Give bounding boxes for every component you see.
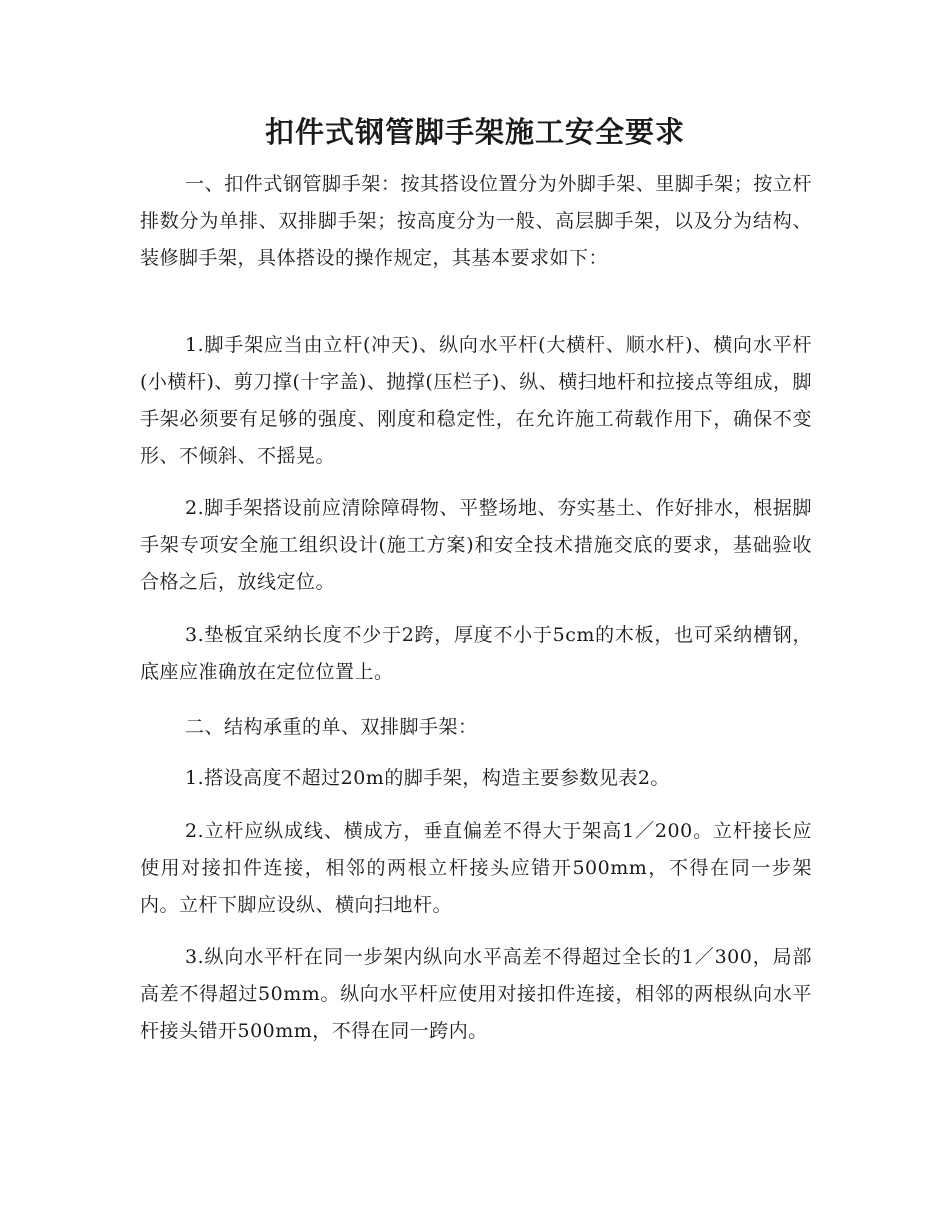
paragraph-intro: 一、扣件式钢管脚手架：按其搭设位置分为外脚手架、里脚手架；按立杆排数分为单排、双排脚手架；按高度分为一般、高层脚手架，以及分为结构、装修脚手架，具体搭设的操作规定，其基本要求如下： (140, 173, 812, 269)
paragraph-item-3: 3.垫板宜采纳长度不少于2跨，厚度不小于5cm的木板，也可采纳槽钢，底座应准确放在定位位置上。 (140, 624, 812, 683)
section-heading-2: 二、结构承重的单、双排脚手架： (185, 716, 478, 738)
paragraph-item-1: 1.脚手架应当由立杆(冲天)、纵向水平杆(大横杆、顺水杆)、横向水平杆(小横杆)、剪刀撑(十字盖)、抛撑(压栏子)、纵、横扫地杆和拉接点等组成，脚手架必须要有足够的强度、刚度和稳定性，在允许施工荷载作用下，确保不变形、不倾斜、不摇晃。 (140, 334, 812, 467)
document-title: 扣件式钢管脚手架施工安全要求 (264, 115, 685, 149)
paragraph-sec2-item-3: 3.纵向水平杆在同一步架内纵向水平高差不得超过全长的1／300，局部高差不得超过50mm。纵向水平杆应使用对接扣件连接，相邻的两根纵向水平杆接头错开500mm，不得在同一跨内。 (140, 946, 812, 1042)
paragraph-item-2: 2.脚手架搭设前应清除障碍物、平整场地、夯实基土、作好排水，根据脚手架专项安全施工组织设计(施工方案)和安全技术措施交底的要求，基础验收合格之后，放线定位。 (140, 497, 812, 593)
paragraph-sec2-item-2: 2.立杆应纵成线、横成方，垂直偏差不得大于架高1／200。立杆接长应使用对接扣件连接，相邻的两根立杆接头应错开500mm，不得在同一步架内。立杆下脚应设纵、横向扫地杆。 (140, 820, 812, 916)
paragraph-sec2-item-1: 1.搭设高度不超过20m的脚手架，构造主要参数见表2。 (185, 767, 670, 789)
